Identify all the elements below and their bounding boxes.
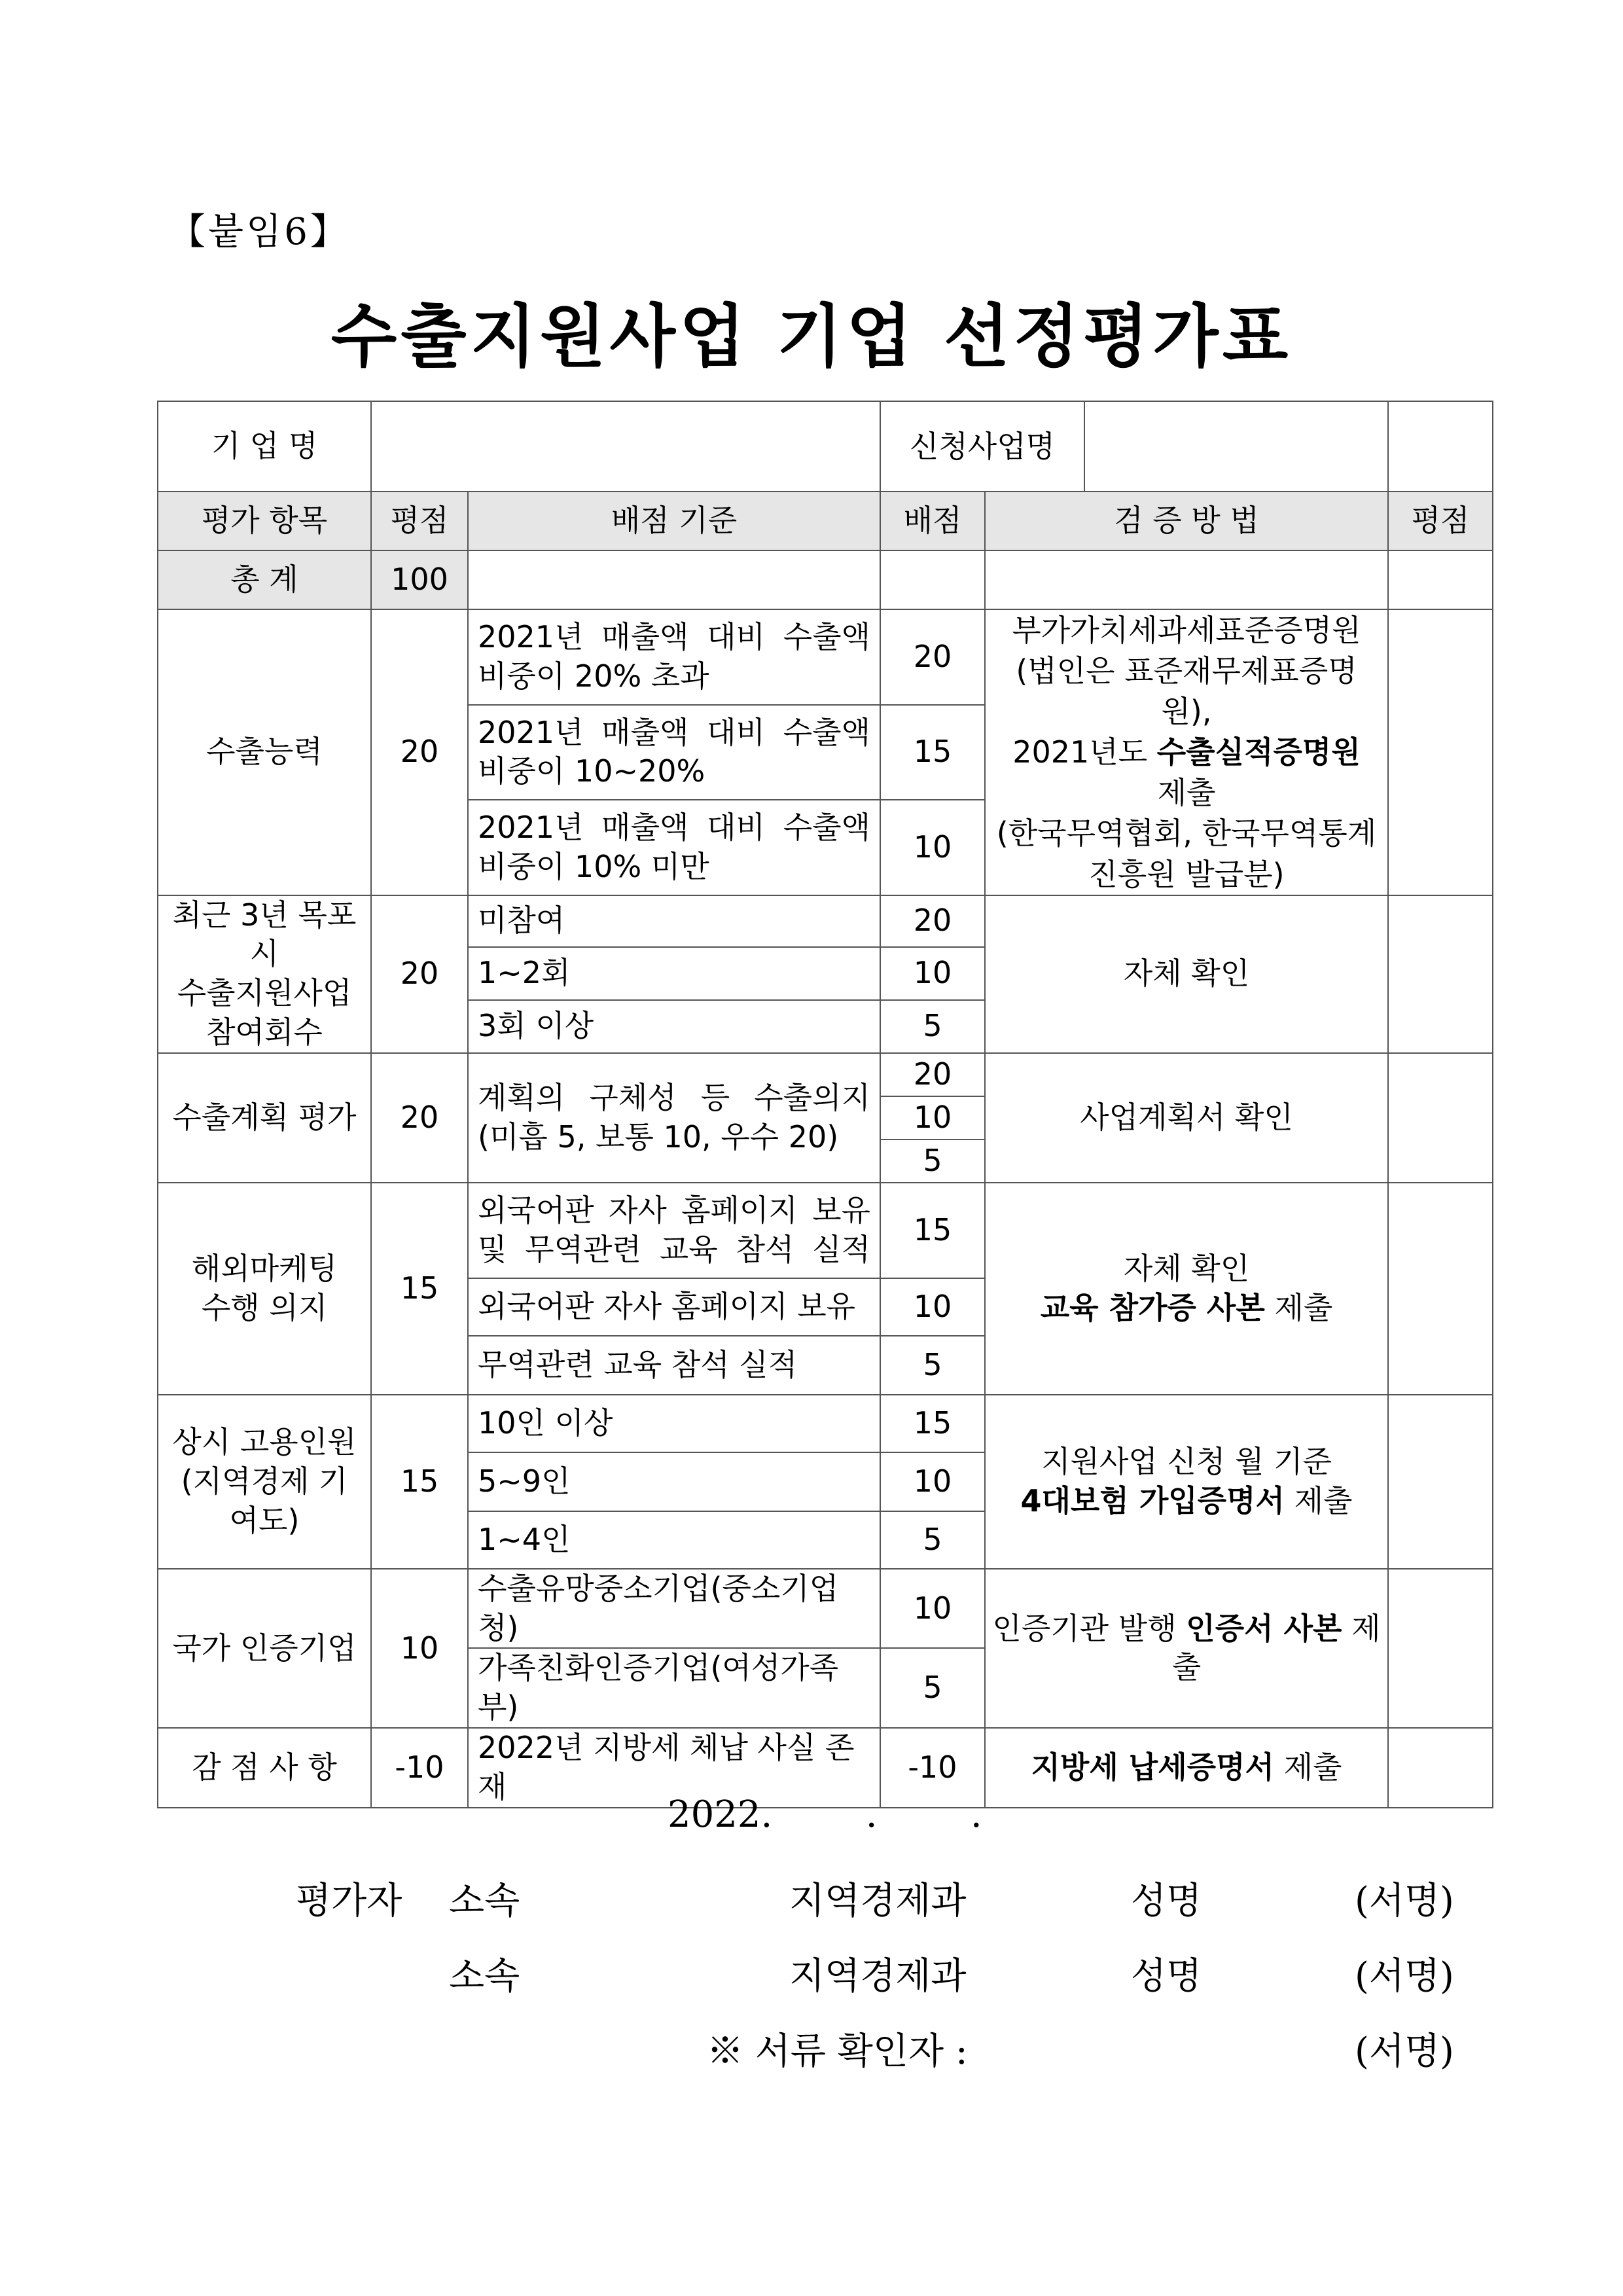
- points-export-capacity: 20: [371, 609, 468, 895]
- signature-2[interactable]: (서명): [1355, 1955, 1454, 1998]
- item-certification: 국가 인증기업: [158, 1569, 371, 1728]
- points-employment: 15: [371, 1395, 468, 1569]
- total-verification-cell: [985, 550, 1388, 609]
- verification-employment: [985, 1395, 1388, 1569]
- criteria-line: 외국어판 자사 홈페이지 보유: [478, 1193, 870, 1229]
- criteria-line: (미흡 5, 보통 10, 우수 20): [478, 1119, 839, 1155]
- criteria-line: 비중이 10~20%: [478, 753, 705, 789]
- criteria-cell: 5~9인: [468, 1452, 880, 1511]
- table-row: [158, 895, 1493, 947]
- total-criteria-cell: [468, 550, 880, 609]
- criteria-line: 2021년 매출액 대비 수출액: [478, 714, 870, 750]
- criteria-cell: 1~4인: [468, 1511, 880, 1569]
- criteria-cell: [468, 800, 880, 895]
- name-label-2: 성명: [1131, 1955, 1202, 1998]
- affiliation-label-2: 소속: [449, 1955, 520, 1998]
- attachment-label: 【붙임6】: [169, 211, 349, 253]
- criteria-cell: [468, 609, 880, 705]
- department-2: 지역경제과: [789, 1955, 967, 1998]
- signature-1[interactable]: (서명): [1355, 1880, 1454, 1922]
- points-deduction: -10: [371, 1728, 468, 1808]
- evaluator-label: 평가자: [296, 1880, 402, 1922]
- score-cell: 10: [880, 1452, 985, 1511]
- company-row: [158, 401, 1493, 492]
- criteria-line: 비중이 10% 미만: [478, 848, 709, 884]
- rating-field-marketing[interactable]: [1388, 1183, 1493, 1395]
- criteria-cell: 수출유망중소기업(중소기업청): [468, 1569, 880, 1649]
- verification-marketing: [985, 1183, 1388, 1395]
- rating-field-certification[interactable]: [1388, 1569, 1493, 1728]
- rating-field-participation[interactable]: [1388, 895, 1493, 1053]
- criteria-cell: 2022년 지방세 체납 사실 존재: [468, 1728, 880, 1808]
- name-label-1: 성명: [1131, 1880, 1202, 1922]
- item-export-capacity: 수출능력: [158, 609, 371, 895]
- total-points: 100: [371, 550, 468, 609]
- criteria-line: 2021년 매출액 대비 수출액: [478, 810, 870, 846]
- table-row: [158, 1183, 1493, 1278]
- item-line: 최근 3년 목포시: [172, 897, 357, 972]
- col-header-points: 평점: [371, 492, 468, 550]
- criteria-cell: [468, 1183, 880, 1278]
- document-checker-label: ※ 서류 확인자 :: [707, 2030, 968, 2073]
- criteria-cell: 10인 이상: [468, 1395, 880, 1452]
- score-cell: 15: [880, 1395, 985, 1452]
- score-cell: 5: [880, 1000, 985, 1053]
- criteria-cell: 무역관련 교육 참석 실적: [468, 1336, 880, 1395]
- verification-line: 자체 확인: [1123, 1251, 1250, 1287]
- verification-participation: 자체 확인: [985, 895, 1388, 1053]
- score-cell: 20: [880, 895, 985, 947]
- col-header-score: 배점: [880, 492, 985, 550]
- score-cell: 20: [880, 609, 985, 705]
- total-score-cell: [880, 550, 985, 609]
- score-cell: 10: [880, 1278, 985, 1336]
- score-cell: 10: [880, 800, 985, 895]
- rating-field-deduction[interactable]: [1388, 1728, 1493, 1808]
- verification-line: 4대보험 가입증명서 제출: [1020, 1482, 1353, 1518]
- project-name-field-extension[interactable]: [1388, 401, 1493, 492]
- rating-field-export-capacity[interactable]: [1388, 609, 1493, 895]
- column-header-row: [158, 492, 1493, 550]
- item-line: 수출지원사업: [177, 975, 352, 1011]
- criteria-cell: 1~2회: [468, 947, 880, 1000]
- score-cell: 10: [880, 947, 985, 1000]
- score-cell: 15: [880, 1183, 985, 1278]
- item-participation: [158, 895, 371, 1053]
- score-cell: 20: [880, 1053, 985, 1096]
- affiliation-label-1: 소속: [449, 1880, 520, 1922]
- points-export-plan: 20: [371, 1053, 468, 1183]
- verification-line: (법인은 표준재무제표증명원),: [1016, 653, 1357, 730]
- item-deduction: 감 점 사 항: [158, 1728, 371, 1808]
- item-line: (지역경제 기여도): [181, 1463, 348, 1538]
- signature-3[interactable]: (서명): [1355, 2030, 1454, 2073]
- verification-line: 2021년도 수출실적증명원 제출: [1012, 734, 1361, 811]
- item-line: 해외마케팅: [191, 1251, 338, 1287]
- evaluation-table: [157, 401, 1493, 1808]
- table-row: [158, 1053, 1493, 1096]
- criteria-line: 2021년 매출액 대비 수출액: [478, 619, 870, 655]
- total-label: 총 계: [158, 550, 371, 609]
- col-header-rating: 평점: [1388, 492, 1493, 550]
- criteria-line: 비중이 20% 초과: [478, 658, 709, 694]
- score-cell: 10: [880, 1096, 985, 1139]
- criteria-cell: 미참여: [468, 895, 880, 947]
- table-row: [158, 609, 1493, 705]
- criteria-line: 계획의 구체성 등 수출의지: [478, 1080, 870, 1116]
- verification-line: 지원사업 신청 월 기준: [1041, 1444, 1332, 1480]
- score-cell: 5: [880, 1511, 985, 1569]
- score-cell: 15: [880, 705, 985, 800]
- total-row: [158, 550, 1493, 609]
- company-name-label: 기 업 명: [158, 401, 371, 492]
- criteria-cell: 3회 이상: [468, 1000, 880, 1053]
- item-employment: [158, 1395, 371, 1569]
- item-export-plan: 수출계획 평가: [158, 1053, 371, 1183]
- total-rating-field[interactable]: [1388, 550, 1493, 609]
- score-cell: 5: [880, 1648, 985, 1728]
- criteria-cell: [468, 705, 880, 800]
- verification-line: 부가가치세과세표준증명원: [1012, 613, 1361, 648]
- verification-export-capacity: [985, 609, 1388, 895]
- col-header-criteria: 배점 기준: [468, 492, 880, 550]
- item-line: 참여회수: [206, 1014, 323, 1050]
- criteria-cell: 가족친화인증기업(여성가족부): [468, 1648, 880, 1728]
- form-title: 수출지원사업 기업 선정평가표: [330, 296, 1293, 376]
- score-cell: -10: [880, 1728, 985, 1808]
- score-cell: 10: [880, 1569, 985, 1649]
- table-row: [158, 1569, 1493, 1649]
- item-marketing: [158, 1183, 371, 1395]
- points-certification: 10: [371, 1569, 468, 1728]
- department-1: 지역경제과: [789, 1880, 967, 1922]
- verification-certification: 인증기관 발행 인증서 사본 제출: [985, 1569, 1388, 1728]
- col-header-verification: 검 증 방 법: [985, 492, 1388, 550]
- points-participation: 20: [371, 895, 468, 1053]
- points-marketing: 15: [371, 1183, 468, 1395]
- score-cell: 5: [880, 1336, 985, 1395]
- score-cell: 5: [880, 1139, 985, 1183]
- item-line: 수행 의지: [201, 1289, 328, 1325]
- table-row: [158, 1395, 1493, 1452]
- rating-field-employment[interactable]: [1388, 1395, 1493, 1569]
- criteria-cell: 외국어판 자사 홈페이지 보유: [468, 1278, 880, 1336]
- company-name-field[interactable]: [371, 401, 880, 492]
- criteria-cell: [468, 1053, 880, 1183]
- verification-line: 교육 참가증 사본 제출: [1040, 1289, 1333, 1325]
- verification-line: 진흥원 발급분): [1088, 856, 1285, 892]
- verification-deduction: 지방세 납세증명서 제출: [985, 1728, 1388, 1808]
- project-name-field[interactable]: [1085, 402, 1378, 491]
- rating-field-export-plan[interactable]: [1388, 1053, 1493, 1183]
- criteria-line: 및 무역관련 교육 참석 실적: [478, 1231, 870, 1267]
- col-header-item: 평가 항목: [158, 492, 371, 550]
- verification-line: (한국무역협회, 한국무역통계: [996, 816, 1377, 852]
- date-line: 2022. . .: [668, 1793, 982, 1836]
- project-name-label: 신청사업명: [881, 402, 1085, 491]
- item-line: 상시 고용인원: [172, 1424, 357, 1460]
- verification-export-plan: 사업계획서 확인: [985, 1053, 1388, 1183]
